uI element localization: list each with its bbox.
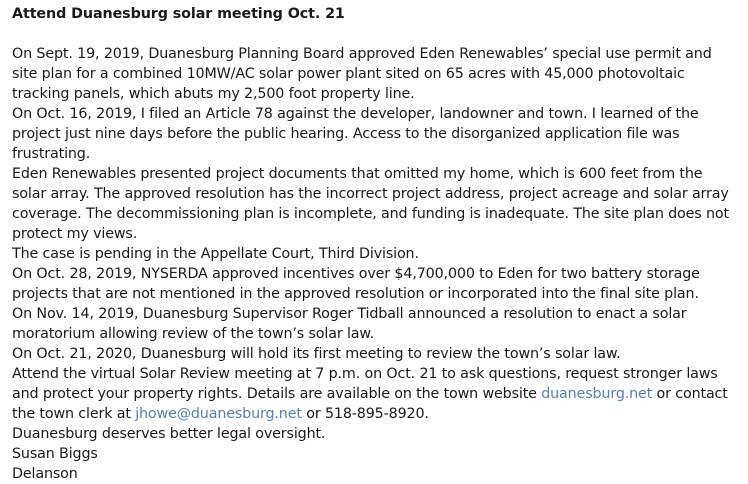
paragraph-case-pending: The case is pending in the Appellate Court, Third Division. xyxy=(12,246,419,262)
paragraph-approval: On Sept. 19, 2019, Duanesburg Planning Board approved Eden Renewables’ special use permit and site plan for a combined 10MW/AC solar power plant sited on 65 acres with 45,000 photovoltaic tracking panels, which abuts my 2,500 foot property line. xyxy=(12,46,712,102)
paragraph-project-documents: Eden Renewables presented project documents that omitted my home, which is 600 feet from the solar array. The approved resolution has the incorrect project address, project acreage and solar array coverage. The decommissioning plan is incomplete, and funding is inadequate. The site plan does not protect my views. xyxy=(12,166,729,242)
attend-text-intro: Attend the virtual Solar Review meeting at 7 p.m. on Oct. 21 to ask questions, request stronger laws and protect your property rights. Details are available on the town website xyxy=(12,366,718,402)
paragraph-moratorium: On Nov. 14, 2019, Duanesburg Supervisor Roger Tidball announced a resolution to enact a solar moratorium allowing review of the town’s solar law. xyxy=(12,306,687,342)
attend-text-clerk: or contact the town clerk at xyxy=(12,386,728,422)
paragraph-nyserda: On Oct. 28, 2019, NYSERDA approved incentives over $4,700,000 to Eden for two battery storage projects that are not mentioned in the approved resolution or incorporated into the final site plan. xyxy=(12,266,700,302)
town-website-link[interactable]: duanesburg.net xyxy=(541,386,653,402)
paragraph-article-78: On Oct. 16, 2019, I filed an Article 78 against the developer, landowner and town. I learned of the project just nine days before the public hearing. Access to the disorganized application file was frustrating. xyxy=(12,106,699,162)
clerk-email-link[interactable]: jhowe@duanesburg.net xyxy=(135,406,302,422)
attend-text-phone: or 518-895-8920. xyxy=(301,406,429,422)
signature-name: Susan Biggs xyxy=(12,446,98,462)
paragraph-attend xyxy=(12,364,738,424)
signature-town: Delanson xyxy=(12,466,78,482)
letter-headline: Attend Duanesburg solar meeting Oct. 21 xyxy=(12,6,345,22)
paragraph-closing: Duanesburg deserves better legal oversight. xyxy=(12,426,326,442)
paragraph-meeting-date: On Oct. 21, 2020, Duanesburg will hold its first meeting to review the town’s solar law. xyxy=(12,346,621,362)
